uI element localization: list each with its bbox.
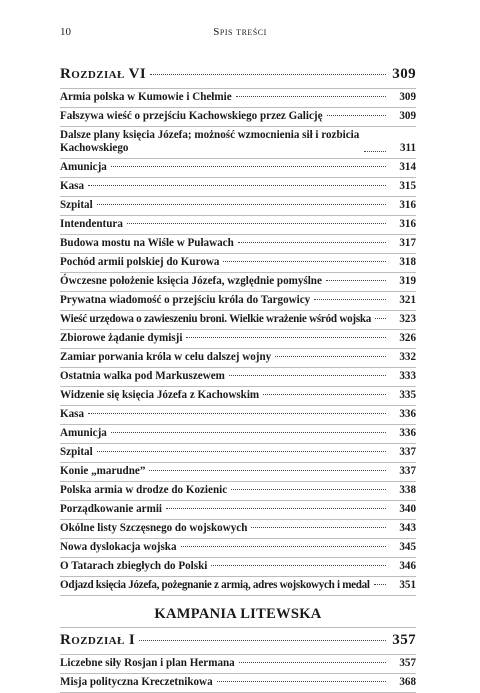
toc-entry[interactable]	[60, 127, 416, 159]
chapter-page: 357	[392, 632, 416, 648]
dot-leader	[111, 166, 386, 167]
toc-entry[interactable]	[60, 558, 416, 577]
entry-label: Porządkowanie armii	[60, 503, 162, 515]
entry-label: Szpital	[60, 199, 93, 211]
entry-page: 345	[399, 541, 416, 553]
entry-page: 357	[399, 657, 416, 669]
toc-entry[interactable]	[60, 330, 416, 349]
entry-page: 333	[399, 370, 416, 382]
toc-entry[interactable]	[60, 501, 416, 520]
entry-page: 337	[399, 465, 416, 477]
dot-leader	[374, 584, 386, 585]
toc-entry[interactable]	[60, 577, 416, 596]
entry-label: Zbiorowe żądanie dymisji	[60, 332, 183, 344]
entry-label: Prywatna wiadomość o przejściu króla do Targowicy	[60, 294, 311, 306]
entry-label: Konie „marudne”	[60, 465, 146, 477]
toc-entry[interactable]	[60, 674, 416, 693]
entry-label: Kasa	[60, 180, 85, 192]
entry-page: 332	[399, 351, 416, 363]
entry-label: Armia polska w Kumowie i Chełmie	[60, 91, 232, 103]
dot-leader	[375, 318, 386, 319]
entry-label: Pochód armii polskiej do Kurowa	[60, 256, 220, 268]
dot-leader	[239, 662, 386, 663]
toc-entry[interactable]	[60, 482, 416, 501]
entry-label: Liczebne siły Rosjan i plan Hermana	[60, 657, 235, 669]
dot-leader	[229, 375, 386, 376]
dot-leader	[263, 394, 386, 395]
entry-page: 314	[399, 161, 416, 173]
entry-page: 336	[399, 408, 416, 420]
entry-label: Budowa mostu na Wiśle w Puławach	[60, 237, 234, 249]
toc-entry[interactable]	[60, 368, 416, 387]
entry-page: 309	[399, 110, 416, 122]
entry-label: Ostatnia walka pod Markuszewem	[60, 370, 225, 382]
dot-leader	[127, 223, 386, 224]
toc-entry[interactable]	[60, 197, 416, 216]
entry-page: 351	[399, 579, 416, 591]
dot-leader	[88, 413, 386, 414]
entry-page: 346	[399, 560, 416, 572]
dot-leader	[223, 261, 386, 262]
chapter-heading[interactable]	[60, 62, 416, 89]
page-header	[60, 26, 420, 42]
entry-page: 316	[399, 199, 416, 211]
entry-label: Zamiar porwania króla w celu dalszej wojny	[60, 351, 272, 363]
running-title: Spis treści	[213, 26, 267, 38]
entry-label: Szpital	[60, 446, 93, 458]
dot-leader	[236, 96, 386, 97]
chapter-page: 309	[392, 66, 416, 82]
entry-page: 368	[399, 676, 416, 688]
toc-entry[interactable]	[60, 216, 416, 235]
dot-leader	[211, 565, 386, 566]
entry-label: Kasa	[60, 408, 85, 420]
dot-leader	[97, 204, 386, 205]
dot-leader	[150, 74, 386, 75]
dot-leader	[314, 299, 386, 300]
toc-entry[interactable]	[60, 89, 416, 108]
toc-entry[interactable]	[60, 387, 416, 406]
toc-entry[interactable]	[60, 349, 416, 368]
entry-page: 323	[399, 313, 416, 325]
toc-entry[interactable]	[60, 655, 416, 674]
chapter-title: Rozdział VI	[60, 66, 147, 82]
dot-leader	[166, 508, 386, 509]
toc-entry[interactable]	[60, 444, 416, 463]
toc-entry[interactable]	[60, 425, 416, 444]
toc-entry[interactable]	[60, 273, 416, 292]
dot-leader	[231, 489, 386, 490]
toc-entry[interactable]	[60, 463, 416, 482]
entry-page: 318	[399, 256, 416, 268]
toc-entry[interactable]	[60, 178, 416, 197]
entry-label: Nowa dyslokacja wojska	[60, 541, 177, 553]
dot-leader	[275, 356, 386, 357]
entry-label: Intendentura	[60, 218, 123, 230]
entry-page: 309	[399, 91, 416, 103]
entry-label: O Tatarach zbiegłych do Polski	[60, 560, 208, 572]
entry-label: Polska armia w drodze do Kozienic	[60, 484, 228, 496]
entry-label: Fałszywa wieść o przejściu Kachowskiego przez Galicję	[60, 110, 323, 122]
dot-leader	[186, 337, 386, 338]
toc-entry[interactable]	[60, 406, 416, 425]
entry-label: Amunicja	[60, 161, 107, 173]
toc-entry[interactable]	[60, 539, 416, 558]
entry-page: 315	[399, 180, 416, 192]
entry-page: 316	[399, 218, 416, 230]
entry-page: 311	[399, 142, 416, 154]
toc-entry[interactable]	[60, 254, 416, 273]
toc-entry[interactable]	[60, 292, 416, 311]
dot-leader	[111, 432, 386, 433]
entry-page: 340	[399, 503, 416, 515]
dot-leader	[88, 185, 386, 186]
dot-leader	[238, 242, 386, 243]
toc-entry[interactable]	[60, 159, 416, 178]
dot-leader	[149, 470, 386, 471]
dot-leader	[97, 451, 386, 452]
entry-page: 319	[399, 275, 416, 287]
section-heading: KAMPANIA LITEWSKA	[60, 596, 416, 628]
entry-page: 338	[399, 484, 416, 496]
dot-leader	[181, 546, 387, 547]
toc-entry[interactable]	[60, 311, 416, 330]
entry-page: 335	[399, 389, 416, 401]
dot-leader	[327, 115, 387, 116]
dot-leader	[217, 681, 386, 682]
entry-page: 317	[399, 237, 416, 249]
entry-label: Widzenie się księcia Józefa z Kachowskim	[60, 389, 260, 401]
dot-leader	[139, 640, 386, 641]
entry-page: 337	[399, 446, 416, 458]
toc-entry[interactable]	[60, 520, 416, 539]
entry-label: Misja polityczna Kreczetnikowa	[60, 676, 213, 688]
toc-entry[interactable]	[60, 235, 416, 254]
entry-label: Amunicja	[60, 427, 107, 439]
entry-label: Dalsze plany księcia Józefa; możność wzmocnienia sił i rozbicia Kachowskiego	[60, 129, 360, 154]
entry-label: Okólne listy Szczęsnego do wojskowych	[60, 522, 248, 534]
chapter-title: Rozdział I	[60, 632, 136, 648]
chapter-heading[interactable]	[60, 628, 416, 655]
toc-entry[interactable]	[60, 108, 416, 127]
dot-leader	[364, 151, 386, 152]
entry-label: Wieść urzędowa o zawieszeniu broni. Wielkie wrażenie wśród wojska	[60, 313, 372, 325]
dot-leader	[326, 280, 386, 281]
entry-page: 321	[399, 294, 416, 306]
page-number: 10	[60, 26, 71, 38]
entry-page: 343	[399, 522, 416, 534]
entry-page: 336	[399, 427, 416, 439]
table-of-contents	[60, 62, 416, 693]
entry-page: 326	[399, 332, 416, 344]
entry-label: Odjazd księcia Józefa, pożegnanie z armią, adres wojskowych i medal	[60, 579, 370, 591]
entry-label: Ówczesne położenie księcia Józefa, względnie pomyślne	[60, 275, 322, 287]
dot-leader	[251, 527, 386, 528]
